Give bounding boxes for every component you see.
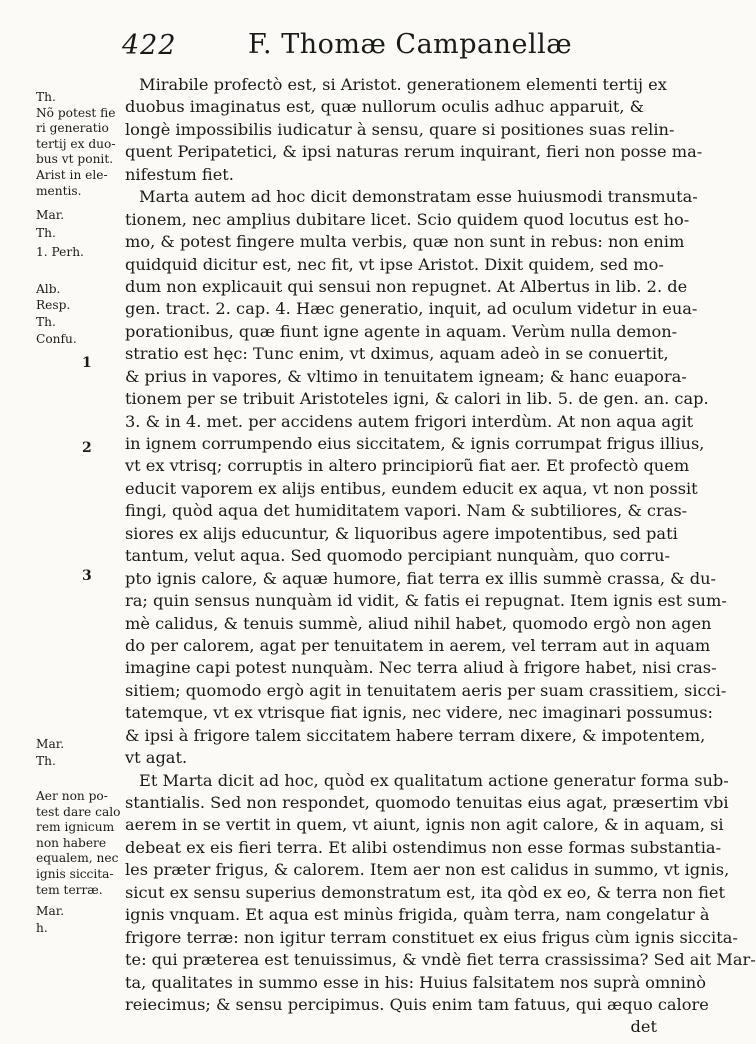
text-line: & ipsi à frigore talem siccitatem habere terram dixere, & impotentem, <box>125 725 706 745</box>
text-line: frigore terræ: non igitur terram constituet ex eius frigus cùm ignis siccita- <box>125 927 738 947</box>
text-line: do per calorem, agat per tenuitatem in aerem, vel terram aut in aquam <box>125 635 711 655</box>
margin-note <box>36 208 124 224</box>
margin-note-line: Th. <box>36 754 56 768</box>
text-line: mè calidus, & tenuis summè, aliud nihil habet, quomodo ergò non agen <box>125 613 712 633</box>
margin-note-line: equalem, nec <box>36 851 119 866</box>
text-line: sitiem; quomodo ergò agit in tenuitatem aeris per suam crassitiem, sicci- <box>125 680 727 700</box>
text-line: te: qui præterea est tenuissimus, & vndè fiet terra crassissima? Sed ait Mar- <box>125 950 756 970</box>
margin-note-line: rem ignicum <box>36 820 115 835</box>
margin-note <box>36 282 124 298</box>
margin-note-line: tertij ex duo- <box>36 136 116 151</box>
text-line: ignis vnquam. Et aqua est minùs frigida, quàm terra, nam congelatur à <box>125 905 710 925</box>
margin-note <box>36 904 124 920</box>
margin-mark: 2 <box>82 440 92 456</box>
text-line: imagine capi potest nunquàm. Nec terra aliud à frigore habet, nisi cras- <box>125 658 717 678</box>
margin-note-line: Alb. <box>36 282 61 296</box>
text-line: dum non explicauit qui sensui non repugnet. At Albertus in lib. 2. de <box>125 276 688 296</box>
margin-note-line: test dare calo <box>36 804 121 819</box>
text-line: duobus imaginatus est, quæ nullorum oculis adhuc apparuit, & <box>125 97 645 117</box>
text-line: debeat ex eis fieri terra. Et alibi ostendimus non esse formas substantia- <box>125 837 722 857</box>
running-title: F. Thomæ Campanellæ <box>248 29 573 60</box>
margin-note-line: mentis. <box>36 183 82 198</box>
text-line: ra; quin sensus nunquàm id vidit, & fatis ei repugnat. Item ignis est sum- <box>125 591 727 611</box>
text-line: Et Marta dicit ad hoc, quòd ex qualitatum actione generatur forma sub- <box>139 770 729 790</box>
text-line: les præter frigus, & calorem. Item aer non est calidus in summo, vt ignis, <box>125 860 730 880</box>
margin-note <box>36 737 124 753</box>
margin-note <box>36 789 124 898</box>
page-number: 422 <box>122 30 177 61</box>
margin-note <box>36 921 124 937</box>
text-line: gen. tract. 2. cap. 4. Hæc generatio, inquit, ad oculum videtur in eua- <box>125 299 698 319</box>
margin-note-line: bus vt ponit. <box>36 152 114 167</box>
page-header <box>0 22 700 70</box>
text-line: stratio est hęc: Tunc enim, vt dximus, aquam adeò in se conuertit, <box>125 344 669 364</box>
margin-note-line: Confu. <box>36 332 77 346</box>
margin-note-line: tem terræ. <box>36 882 103 897</box>
margin-note-line: Aer non po- <box>36 789 108 803</box>
margin-mark: 3 <box>82 568 92 584</box>
margin-note <box>36 315 124 331</box>
text-line: fingi, quòd aqua det humiditatem vapori. Nam & subtiliores, & cras- <box>125 501 688 521</box>
margin-note <box>36 754 124 770</box>
margin-note-line: Th. <box>36 315 56 329</box>
body-text <box>125 74 756 1039</box>
text-line: & prius in vapores, & vltimo in tenuitatem igneam; & hanc euapora- <box>125 366 687 386</box>
text-line: quidquid dicitur est, nec fit, vt ipse Aristot. Dixit quidem, sed mo- <box>125 254 664 274</box>
text-line: sicut ex sensu superius demonstratum est, ita qòd ex eo, & terra non fiet <box>125 882 726 902</box>
text-line: vt agat. <box>125 748 188 768</box>
text-line: tantum, velut aqua. Sed quomodo percipiant nunquàm, quo corru- <box>125 546 670 566</box>
margin-note-line: non habere <box>36 835 107 850</box>
margin-note-line: Th. <box>36 90 56 104</box>
margin-note-line: ignis siccita- <box>36 866 114 881</box>
text-line: in ignem corrumpendo eius siccitatem, & ignis corrumpat frigus illius, <box>125 434 705 453</box>
margin-note-line: Mar. <box>36 737 65 751</box>
text-line: nifestum fiet. <box>125 164 234 184</box>
text-line: porationibus, quæ fiunt igne agente in aquam. Verùm nulla demon- <box>125 321 678 341</box>
margin-note <box>36 298 124 314</box>
text-line: longè impossibilis iudicatur à sensu, quare si positiones suas relin- <box>125 119 675 139</box>
margin-note <box>36 245 124 261</box>
margin-note-line: Arist in ele- <box>36 167 108 182</box>
text-line: tionem per se tribuit Aristoteles igni, & calori in lib. 5. de gen. an. cap. <box>125 389 709 409</box>
margin-note-line: Th. <box>36 226 56 240</box>
margin-note-line: ri generatio <box>36 121 109 136</box>
text-line: quent Peripatetici, & ipsi naturas rerum inquirant, fieri non posse ma- <box>125 142 703 162</box>
text-line: siores ex alijs educuntur, & liquoribus agere impotentibus, sed pati <box>125 523 678 543</box>
text-line: det <box>630 1017 657 1037</box>
margin-note-line: h. <box>36 921 48 935</box>
text-line: mo, & potest fingere multa verbis, quæ non sunt in rebus: non enim <box>125 232 685 252</box>
margin-note <box>36 226 124 242</box>
text-line: vt ex vtrisq; corruptis in altero principiorũ fiat aer. Et profectò quem <box>125 456 690 476</box>
text-line: tionem, nec amplius dubitare licet. Scio quidem quod locutus est ho- <box>125 209 690 229</box>
text-line: tatemque, vt ex vtrisque fiat ignis, nec videre, nec imaginari possumus: <box>125 703 713 723</box>
margin-note-line: 1. Perh. <box>36 245 84 259</box>
text-line: Mirabile profectò est, si Aristot. generationem elementi tertij ex <box>139 75 667 94</box>
text-line: educit vaporem ex alijs entibus, eundem educit ex aqua, vt non possit <box>125 478 698 498</box>
text-line: Marta autem ad hoc dicit demonstratam esse huiusmodi transmuta- <box>139 187 698 207</box>
margin-note <box>36 90 124 199</box>
margin-mark: 1 <box>82 355 92 371</box>
text-line: stantialis. Sed non respondet, quomodo tenuitas eius agat, præsertim vbi <box>125 793 729 812</box>
margin-note-line: Mar. <box>36 208 65 222</box>
margin-note-line: Resp. <box>36 298 71 312</box>
text-line: ta, qualitates in summo esse in his: Huius falsitatem nos suprà omninò <box>125 972 706 992</box>
text-line: pto ignis calore, & aquæ humore, fiat terra ex illis summè crassa, & du- <box>125 568 716 588</box>
margin-note-line: Mar. <box>36 904 65 918</box>
text-line: reiecimus; & sensu percipimus. Quis enim tam fatuus, qui æquo calore <box>125 994 709 1014</box>
text-line: 3. & in 4. met. per accidens autem frigori interdùm. At non aqua agit <box>125 411 694 431</box>
text-line: aerem in se vertit in quem, vt aiunt, ignis non agit calore, & in aquam, si <box>125 815 724 835</box>
margin-note-line: Nõ potest fie <box>36 105 116 120</box>
margin-note <box>36 332 124 348</box>
